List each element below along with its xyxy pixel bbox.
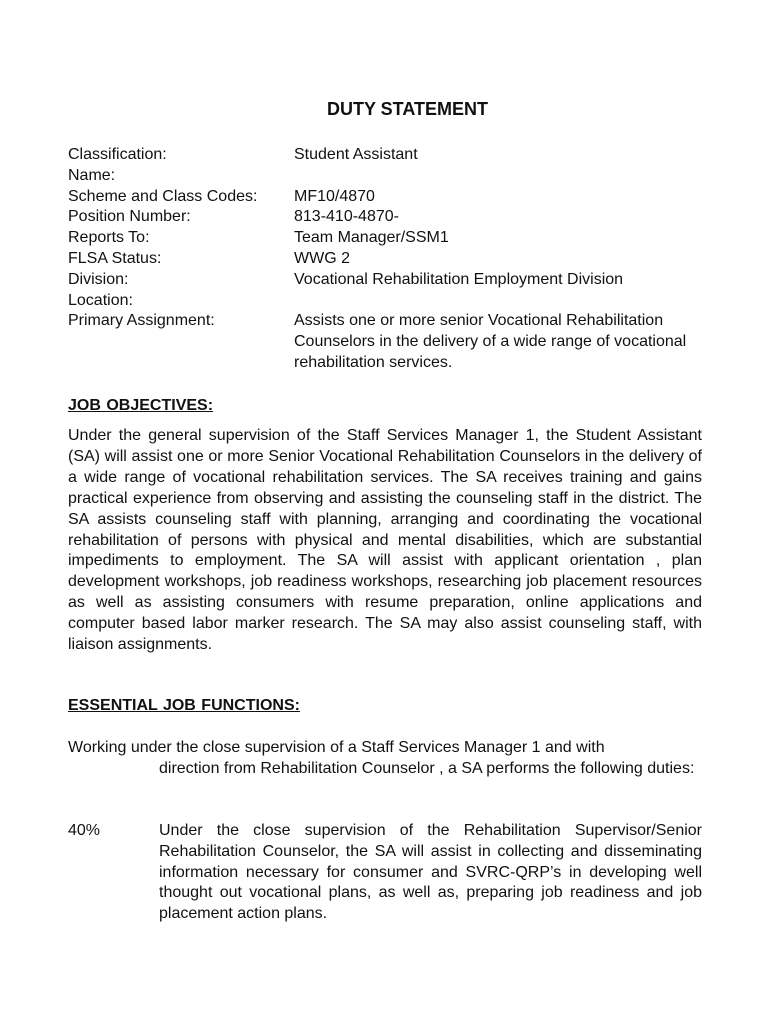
duty-percent: 40% [68, 822, 101, 839]
position-fields [68, 145, 708, 374]
duty-item [68, 821, 702, 925]
field-row-name [68, 166, 708, 187]
field-label: Reports To: [68, 229, 150, 247]
intro-continuation: direction from Rehabilitation Counselor , a SA performs the following duties: [159, 759, 695, 777]
field-row-division [68, 270, 708, 291]
field-row-reports-to [68, 228, 708, 249]
field-row-scheme-codes [68, 187, 708, 208]
job-objectives-text: Under the general supervision of the Staff Services Manager 1, the Student Assistant (SA) will assist one or more Senior Vocational Rehabilitation Counselors in the delivery of a wide range of vocational rehabilitation services. The SA receives training and gains practical experience from observing and assisting the counseling staff in the district. The SA assists counseling staff with planning, arranging and coordinating the vocational rehabilitation of persons with physical and mental disabilities, which are substantial impediments to employment. The SA will assist with applicant orientation , plan development workshops, job readiness workshops, researching job placement resources as well as assisting consumers with resume preparation, online applications and computer based labor marker research. The SA may also assist counseling staff, with liaison assignments. [68, 427, 702, 654]
intro-first-line: Working under the close supervision of a Staff Services Manager 1 and with [68, 739, 605, 756]
field-label: Position Number: [68, 208, 191, 226]
field-label: Division: [68, 270, 129, 288]
field-label: FLSA Status: [68, 249, 162, 267]
field-value [294, 291, 708, 312]
field-row-primary-assignment [68, 311, 708, 373]
duty-description: Under the close supervision of the Rehabilitation Supervisor/Senior Rehabilitation Counselor, the SA will assist in collecting and disseminating information necessary for consumer and SVRC-QRP’s in developing well thought out vocational plans, as well as, preparing job readiness and job placement action plans. [159, 822, 702, 923]
field-value: Team Manager/SSM1 [294, 229, 449, 247]
document-title: DUTY STATEMENT [327, 99, 488, 119]
field-label: Name: [68, 166, 116, 184]
field-value: Student Assistant [294, 146, 418, 163]
essential-functions-heading: ESSENTIAL JOB FUNCTIONS: [68, 697, 300, 714]
field-value: 813-410-4870- [294, 208, 399, 226]
field-row-location [68, 291, 708, 312]
job-objectives-heading: JOB OBJECTIVES: [68, 397, 214, 414]
field-label: Primary Assignment: [68, 312, 215, 330]
field-label: Scheme and Class Codes: [68, 187, 258, 205]
field-value: Vocational Rehabilitation Employment Division [294, 270, 624, 288]
field-row-classification [68, 145, 708, 166]
field-row-flsa-status [68, 249, 708, 270]
field-label: Classification: [68, 146, 167, 163]
field-value: Assists one or more senior Vocational Rehabilitation Counselors in the delivery of a wide range of vocational rehabilitation services. [294, 312, 687, 371]
field-value: MF10/4870 [294, 187, 375, 205]
field-label: Location: [68, 291, 133, 309]
essential-functions-intro [68, 738, 702, 780]
field-value: WWG 2 [294, 249, 350, 267]
field-value [294, 166, 708, 187]
field-row-position-number [68, 207, 708, 228]
